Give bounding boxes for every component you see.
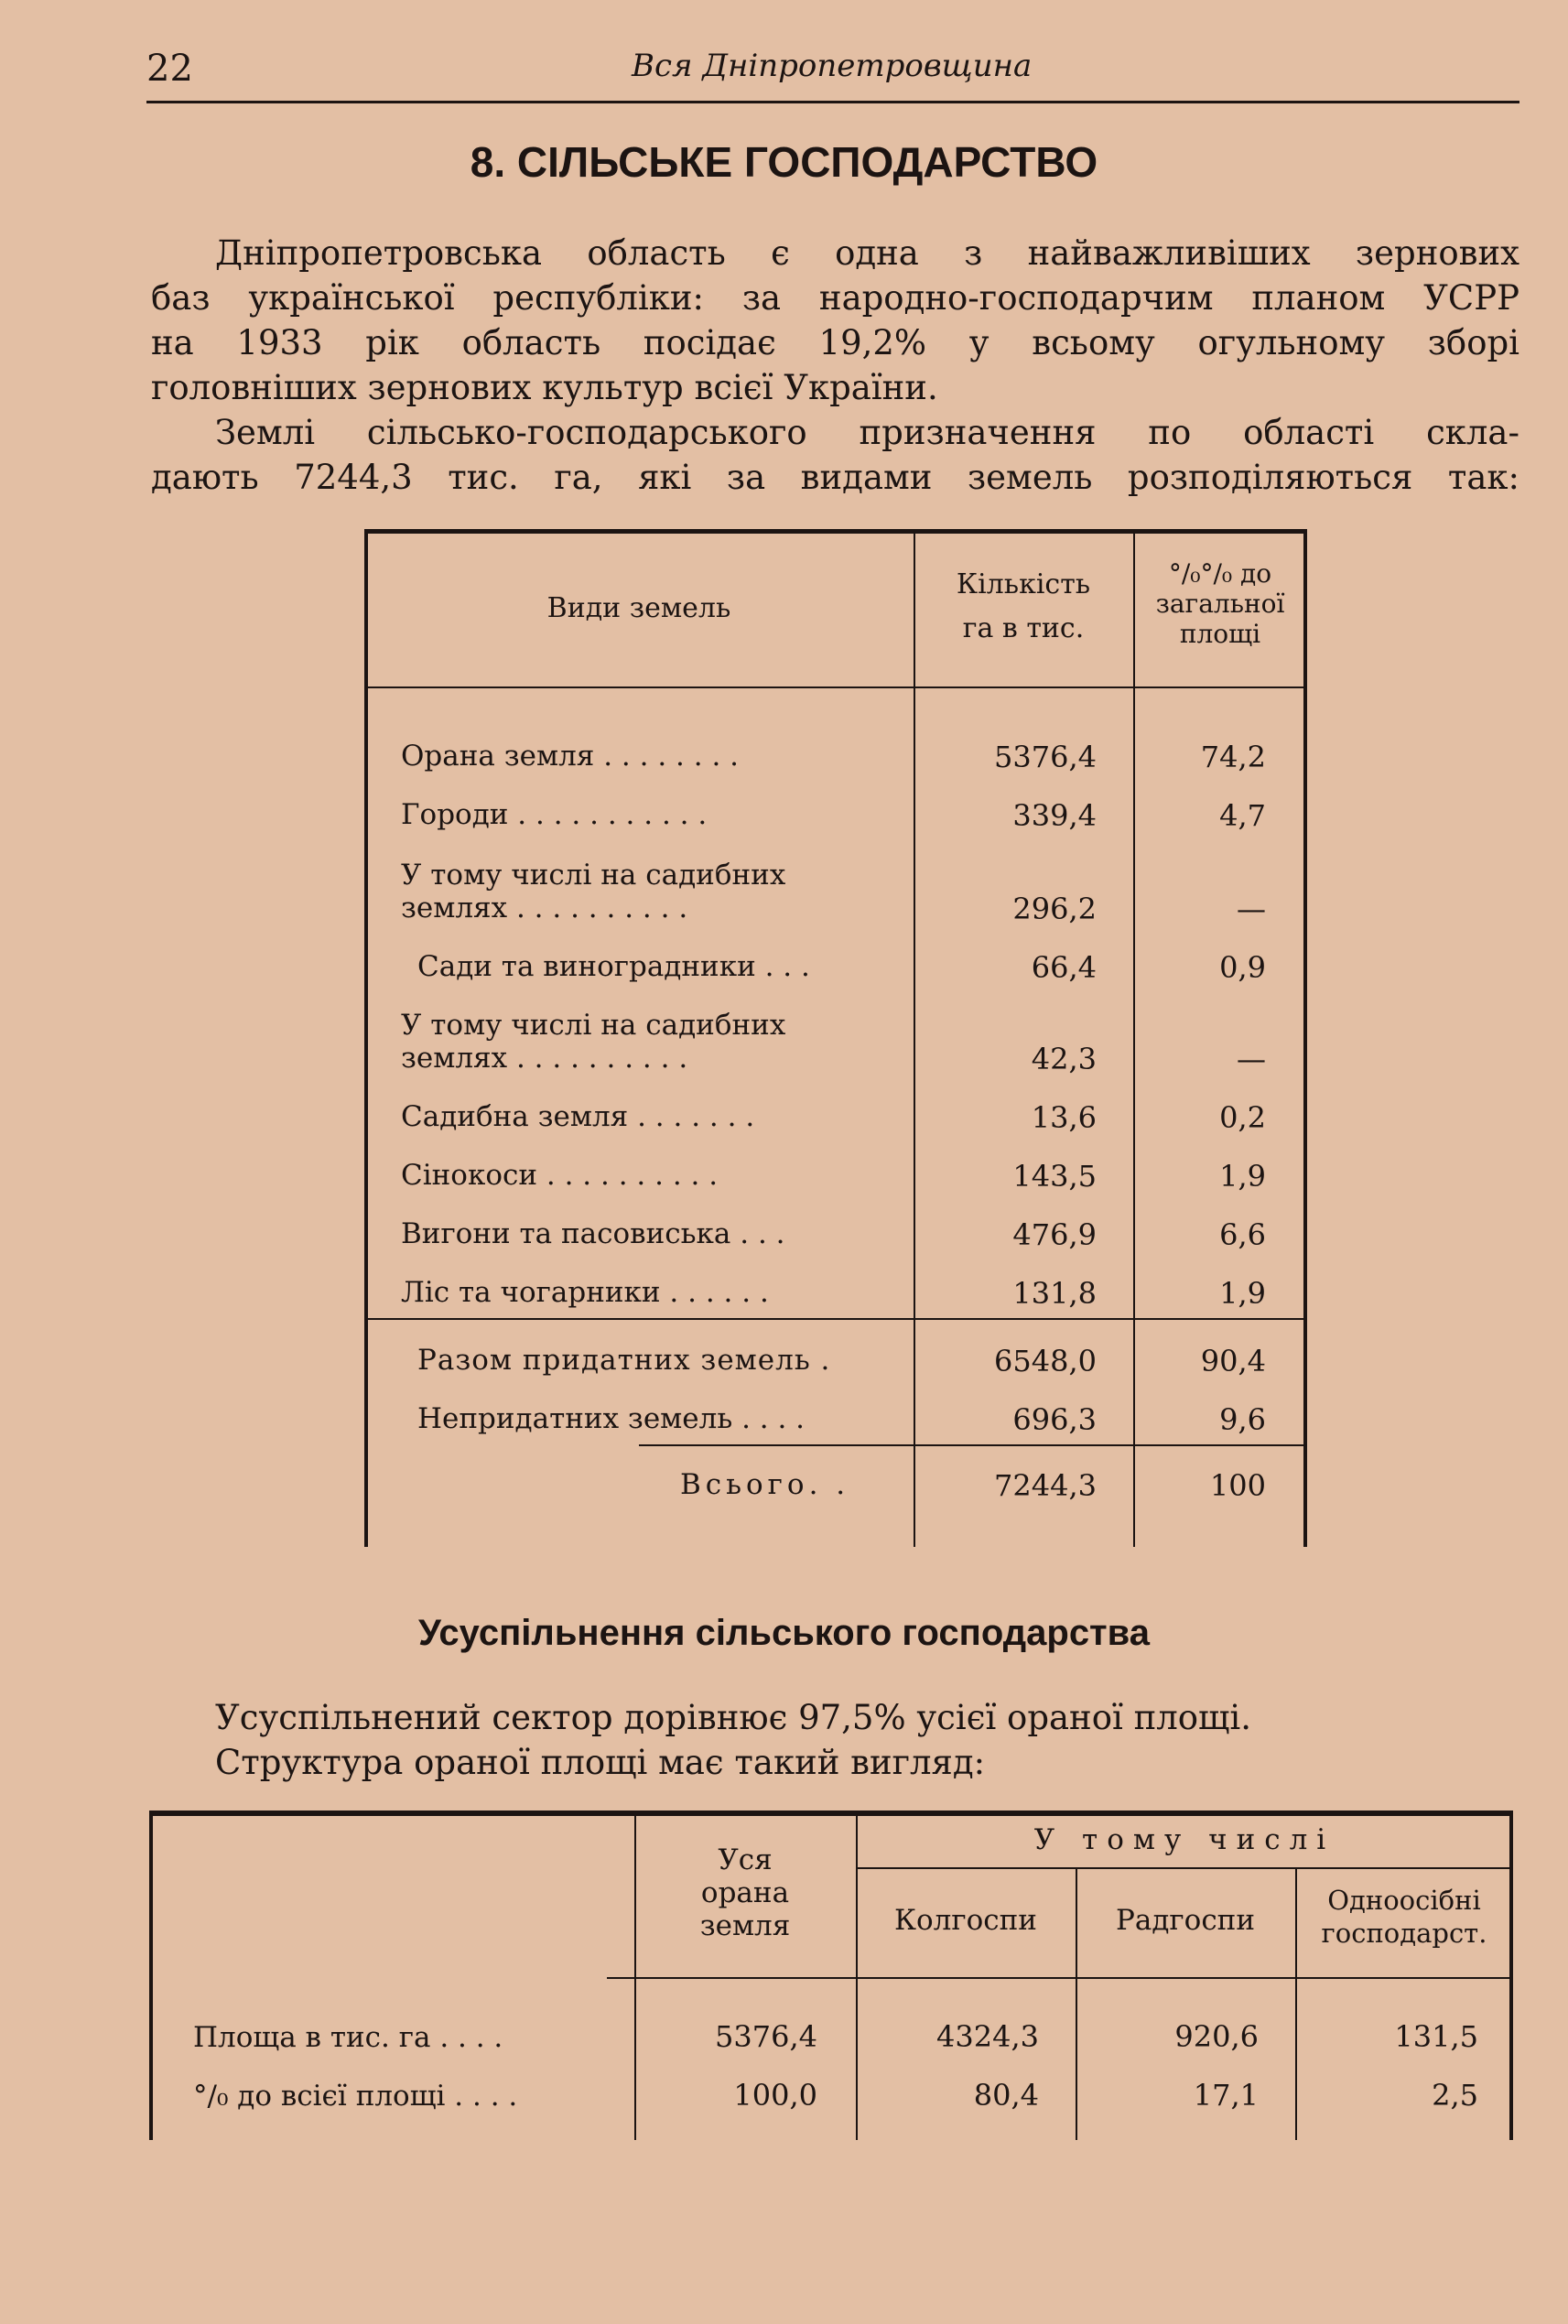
running-title: Вся Дніпропетровщина [632,48,1033,84]
table-top-rule [364,529,1307,534]
row-amount: 7244,3 [994,1468,1097,1503]
row-all: 5376,4 [715,2019,817,2054]
row-label-line: землях . . . . . . . . . . [401,1042,688,1075]
row-radhosp: 920,6 [1174,2019,1259,2054]
row-radhosp: 17,1 [1193,2078,1259,2113]
text-line: баз української республіки: за народно-господарчим планом УСРР [151,278,1519,318]
header-line: орана [700,1876,790,1909]
total-rule [639,1444,1307,1446]
row-percent: 0,2 [1219,1100,1266,1135]
row-label: Вигони та пасовиська . . . [401,1217,785,1250]
header-land-type: Види земель [546,592,731,624]
running-header [146,48,1519,104]
row-percent: 0,9 [1219,950,1266,985]
header-rule [364,686,1307,688]
row-amount: 66,4 [1031,950,1097,985]
text-line: головніших зернових культур всієї України. [151,368,938,407]
row-amount: 296,2 [1012,892,1097,926]
row-percent: 9,6 [1219,1402,1266,1437]
row-label: Городи . . . . . . . . . . . [401,798,708,831]
row-label-line: землях . . . . . . . . . . [401,892,688,924]
header-amount [914,567,1133,646]
row-individual: 2,5 [1432,2078,1478,2113]
header-percent-line: °/₀°/₀ до [1168,558,1272,589]
table-right-rule [1509,1811,1513,2140]
header-percent-line: загальної [1155,589,1285,619]
collective-paragraph [151,1695,1519,1785]
table-top-rule [149,1811,1513,1816]
row-label: Ліс та чогарники . . . . . . [401,1276,769,1309]
row-kolhosp: 80,4 [973,2078,1039,2113]
row-label [401,1009,895,1075]
subsection-title: Усуспільнення сільського господарства [418,1613,1150,1653]
row-amount: 143,5 [1012,1159,1097,1194]
text-line: Землі сільсько-господарського призначення по області скла- [215,413,1519,452]
row-percent: 6,6 [1219,1217,1266,1252]
row-percent: 74,2 [1200,740,1266,774]
row-amount: 42,3 [1031,1042,1097,1076]
header-kolhosp: Колгоспи [894,1904,1037,1937]
land-paragraph [151,410,1519,500]
header-percent [1133,558,1307,649]
row-label-line: У тому числі на садибних [401,859,786,892]
row-label: Орана земля . . . . . . . . [401,740,740,773]
row-label: Сади та виноградники . . . [417,950,810,983]
row-amount: 131,8 [1012,1276,1097,1311]
subtotal-rule [364,1318,1307,1320]
header-all-land [634,1843,856,1942]
text-line: Усуспільнений сектор дорівнює 97,5% усієї ораної площі. [215,1698,1252,1737]
row-label: °/₀ до всієї площі . . . . [193,2080,518,2113]
land-use-table [364,529,1307,1547]
header-radhosp: Радгоспи [1115,1904,1256,1937]
header-line: Уся [718,1843,773,1876]
header-amount-line: га в тис. [962,612,1085,644]
header-group: У тому числі [1033,1823,1336,1856]
row-label: Сінокоси . . . . . . . . . . [401,1159,719,1192]
row-label-line: У тому числі на садибних [401,1009,786,1042]
header-line: земля [699,1909,791,1942]
row-label: Непридатних земель . . . . [417,1402,806,1435]
row-percent: — [1237,892,1266,926]
table-right-rule [1303,529,1307,1547]
row-percent: 1,9 [1219,1276,1266,1311]
row-percent: 4,7 [1219,798,1266,833]
row-label: Разом придатних земель . [417,1344,831,1377]
row-amount: 6548,0 [994,1344,1097,1378]
row-amount: 339,4 [1012,798,1097,833]
row-label: Всього. . [680,1468,850,1501]
text-line: Структура ораної площі має такий вигляд: [215,1743,986,1782]
header-line: Одноосібні [1327,1885,1481,1916]
header-rule [146,101,1519,103]
section-title: 8. СІЛЬСЬКЕ ГОСПОДАРСТВО [470,138,1098,186]
header-percent-line: площі [1179,619,1261,649]
text-line: на 1933 рік область посідає 19,2% у всьому огульному зборі [151,323,1519,362]
row-individual: 131,5 [1394,2019,1478,2054]
text-line: дають 7244,3 тис. га, які за видами земель розподіляються так: [151,458,1519,497]
header-individual [1295,1884,1513,1950]
column-rule [914,529,915,1547]
row-amount: 696,3 [1012,1402,1097,1437]
row-amount: 13,6 [1031,1100,1097,1135]
row-label: Площа в тис. га . . . . [193,2021,503,2054]
header-rule [607,1977,1513,1979]
page-number: 22 [146,48,193,90]
text-line: Дніпропетровська область є одна з найважливіших зернових [215,233,1519,273]
row-all: 100,0 [733,2078,817,2113]
table-left-rule [149,1811,153,2140]
row-label: Садибна земля . . . . . . . [401,1100,755,1133]
row-label [401,859,895,924]
row-percent: 100 [1209,1468,1266,1503]
row-amount: 476,9 [1012,1217,1097,1252]
row-amount: 5376,4 [994,740,1097,774]
column-rule [1133,529,1135,1547]
row-percent: 1,9 [1219,1159,1266,1194]
table-left-rule [364,529,368,1547]
intro-paragraph [151,231,1519,410]
header-line: господарст. [1321,1918,1487,1949]
row-percent: — [1237,1042,1266,1076]
row-kolhosp: 4324,3 [936,2019,1039,2054]
group-rule [856,1867,1513,1869]
structure-table [149,1811,1513,2140]
row-percent: 90,4 [1200,1344,1266,1378]
header-amount-line: Кількість [956,568,1091,600]
